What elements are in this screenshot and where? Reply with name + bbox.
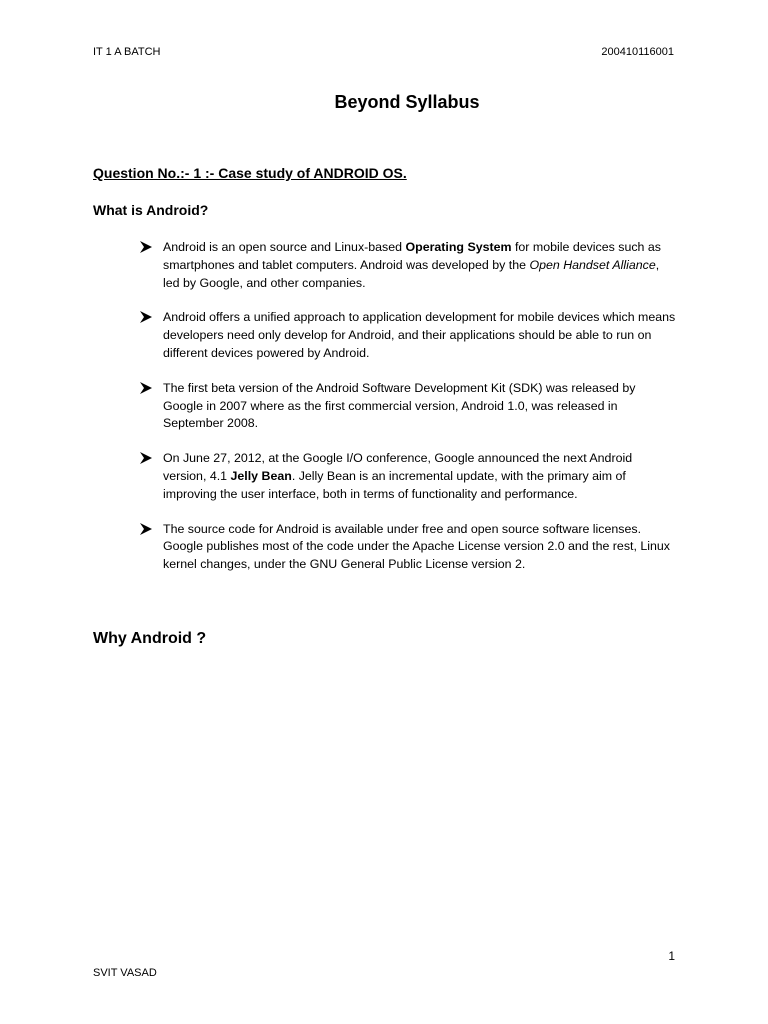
header-right-text: 200410116001 [601,46,674,58]
bullet-text-run: Open Handset Alliance [529,257,656,272]
bullet-text-run: On June 27, 2012, at the Google I/O conference, Google announced the next Android version, 4.1 [163,451,633,483]
bullet-text-run: Jelly Bean [230,468,292,483]
bullet-text [163,240,661,290]
bullet-text-run: The first beta version of the Android Software Development Kit (SDK) was released by Google in 2007 where as the first commercial version, Android 1.0, was released in September 2008. [163,380,636,431]
footer-text: SVIT VASAD [93,967,157,979]
document-title: Beyond Syllabus [334,92,480,112]
arrowhead-bullet-icon [139,451,153,465]
bullet-text-run: , led by Google, and other companies. [163,257,660,290]
bullet-text-run: Android offers a unified approach to application development for mobile devices which means developers need only develop for Android, and their applications should be able to run on different devices powered by Android. [163,310,676,360]
bullet-text-run: The source code for Android is available under free and open source software licenses. Google publishes most of the code under the Apache License version 2.0 and the rest, Linux kernel changes, under the GNU General Public License version 2. [163,521,670,572]
arrowhead-bullet-icon [139,310,153,324]
header-left-text: IT 1 A BATCH [93,46,161,58]
bullet-text [163,451,632,501]
bullet-text-run: . Jelly Bean is an incremental update, with the primary aim of improving the user interface, both in terms of functionality and performance. [163,468,626,501]
bullet-item [137,239,677,292]
bullet-text-run: for mobile devices such as smartphones and tablet computers. Android was developed by the [163,240,661,272]
arrowhead-bullet-icon [139,240,153,254]
section-heading-what-is-android: What is Android? [93,202,209,218]
bullet-item [137,521,677,574]
bullet-text [163,381,635,431]
bullet-item [137,309,677,362]
bullet-text-run: Operating System [405,240,512,254]
bullet-list [137,239,677,591]
arrowhead-bullet-icon [139,522,153,536]
bullet-text [163,522,670,572]
arrowhead-bullet-icon [139,381,153,395]
bullet-text [163,310,675,360]
section-heading-why-android: Why Android ? [93,630,207,647]
bullet-item [137,380,677,433]
question-heading: Question No.:- 1 :- Case study of ANDROID OS. [93,165,407,181]
bullet-text-run: Android is an open source and Linux-based [163,240,406,254]
page-number: 1 [668,949,675,963]
bullet-item [137,450,677,503]
